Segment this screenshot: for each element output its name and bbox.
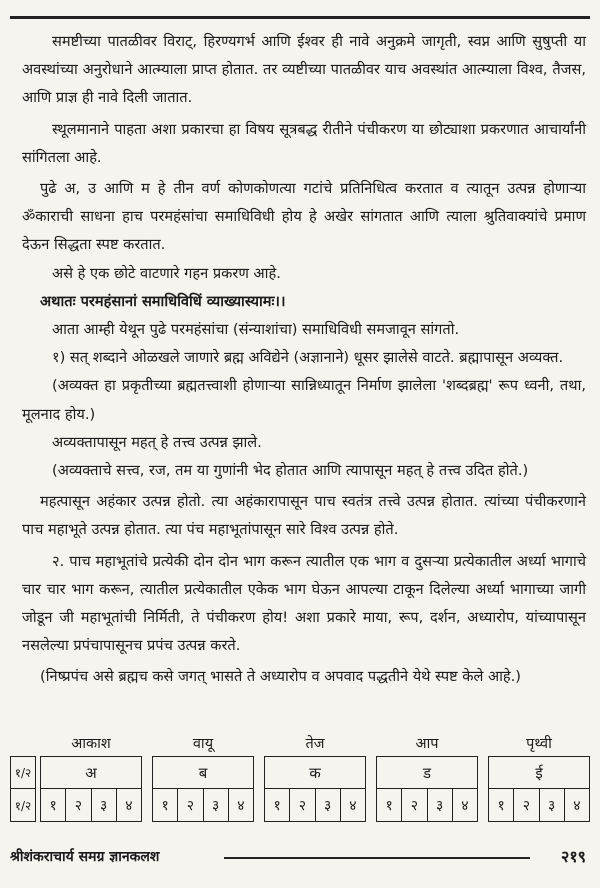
paragraph: अव्यक्तापासून महत् हे तत्त्व उत्पन्न झाले. — [52, 433, 262, 451]
part-cell: १ — [377, 789, 402, 821]
part-cell: २ — [402, 789, 427, 821]
element-group-tej — [264, 735, 366, 822]
part-row — [41, 789, 141, 821]
top-rule — [10, 16, 590, 19]
part-row — [489, 789, 589, 821]
part-cell: २ — [290, 789, 315, 821]
part-cell: १ — [265, 789, 290, 821]
page-footer — [10, 846, 590, 868]
element-letter: क — [265, 757, 365, 789]
element-letter: ब — [153, 757, 253, 789]
part-cell: १ — [41, 789, 66, 821]
element-letter: ई — [489, 757, 589, 789]
paragraph: (अव्यक्ताचे सत्त्व, रज, तम या गुणांनी भेद होतात आणि त्यापासून महत् हे तत्त्व उदित होते.) — [52, 462, 529, 480]
paragraph: महत्पासून अहंकार उत्पन्न होतो. त्या अहंकारापासून पाच स्वतंत्र तत्त्वे उत्पन्न होतात. त्यांच्या पंचीकरणाने पाच महाभूते उत्पन्न होतात. त्या पंच महाभूतांपासून सारे विश्व उत्पन्न होते. — [22, 493, 586, 539]
part-cell: ३ — [428, 789, 453, 821]
part-cell: ४ — [349, 797, 357, 814]
element-letter: अ — [41, 757, 141, 789]
part-row — [377, 789, 477, 821]
paragraph: असे हे एक छोटे वाटणारे गहन प्रकरण आहे. — [52, 264, 281, 282]
page-number: २१९ — [561, 847, 586, 866]
element-box — [488, 756, 590, 822]
part-cell: ३ — [92, 789, 117, 821]
paragraph: पुढे अ, उ आणि म हे तीन वर्ण कोणकोणत्या गटांचे प्रतिनिधित्व करतात व त्यातून उत्पन्न होणाऱ्या ॐकाराची साधना हाच परमहंसांचा समाधिविधी होय हे अखेर सांगतात आणि त्याला श्रुतिवाक्यांचे प्रमाण देऊन सिद्धता स्पष्ट करतात. — [22, 180, 586, 254]
paragraph: (अव्यक्त हा प्रकृतीच्या ब्रह्मतत्त्वाशी होणाऱ्या सान्निध्यातून निर्माण झालेला 'शब्दब्रह्म' रूप ध्वनी, तथा, मूलनाद होय.) — [22, 377, 586, 423]
part-cell: १ — [489, 789, 514, 821]
part-cell: २ — [514, 789, 539, 821]
part-cell: ३ — [316, 789, 341, 821]
part-cell: ३ — [204, 789, 229, 821]
paragraph: आता आम्ही येथून पुढे परमहंसांचा (संन्याशांचा) समाधिविधी समजावून सांगतो. — [52, 321, 460, 339]
element-box — [264, 756, 366, 822]
element-letter: ड — [377, 757, 477, 789]
half-label: १/२ — [10, 789, 36, 822]
body-text — [22, 28, 586, 692]
paragraph: २. पाच महाभूतांचे प्रत्येकी दोन दोन भाग करून त्यातील एक भाग व दुसऱ्या प्रत्येकातील अर्ध्या भागाचे चार चार भाग करून, त्यातील प्रत्येकातील एकेक भाग घेऊन आपल्या टाकून दिलेल्या अर्ध्या भागाच्या जागी जोडून जी महाभूतांची निर्मिती, ते पंचीकरण होय! अशा प्रकारे माया, रूप, दर्शन, अध्यारोप, यांच्यापासून नसलेल्या प्रपंचापासूनच प्रपंच उत्पन्न करते. — [22, 552, 586, 655]
part-cell: २ — [66, 789, 91, 821]
book-title: श्रीशंकराचार्य समग्र ज्ञानकलश — [10, 849, 160, 865]
element-box — [376, 756, 478, 822]
part-cell: २ — [178, 789, 203, 821]
part-row — [153, 789, 253, 821]
element-group-aap — [376, 735, 478, 822]
sanskrit-heading: अथातः परमहंसानां समाधिविधिं व्याख्यास्यामः।। — [40, 292, 286, 310]
part-cell: ४ — [461, 797, 469, 814]
element-box — [152, 756, 254, 822]
element-group-prithvi — [488, 735, 590, 822]
element-name: आकाश — [71, 736, 111, 752]
element-name: आप — [415, 736, 439, 752]
part-cell: ४ — [573, 797, 581, 814]
part-cell: ४ — [237, 797, 245, 814]
part-cell: १ — [153, 789, 178, 821]
element-name: तेज — [305, 736, 325, 752]
paragraph: समष्टीच्या पातळीवर विराट्, हिरण्यगर्भ आणि ईश्वर ही नावे अनुक्रमे जागृती, स्वप्न आणि सुषुप्ती या अवस्थांच्या अनुरोधाने आत्म्याला प्राप्त होतात. तर व्यष्टीच्या पातळीवर याच अवस्थांत आत्म्याला विश्व, तैजस, आणि प्राज्ञ ही नावे दिली जातात. — [22, 33, 586, 107]
paragraph: (निष्प्रपंच असे ब्रह्मच कसे जगत् भासते ते अध्यारोप व अपवाद पद्धतीने येथे स्पष्ट केले आहे.) — [40, 668, 522, 686]
part-row — [265, 789, 365, 821]
element-group-vayu — [152, 735, 254, 822]
element-group-akash — [40, 735, 142, 822]
half-label-column — [10, 756, 36, 822]
panchikaran-table — [10, 735, 592, 835]
element-box — [40, 756, 142, 822]
paragraph: १) सत् शब्दाने ओळखले जाणारे ब्रह्म अविद्येने (अज्ञानाने) धूसर झालेसे वाटते. ब्रह्मापासून अव्यक्त. — [52, 349, 564, 367]
half-label: १/२ — [10, 756, 36, 789]
element-name: वायू — [192, 736, 214, 752]
part-cell: ४ — [125, 797, 133, 814]
element-name: पृथ्वी — [526, 736, 552, 752]
footer-rule — [224, 857, 530, 859]
part-cell: ३ — [540, 789, 565, 821]
paragraph: स्थूलमानाने पाहता अशा प्रकारचा हा विषय सूत्रबद्ध रीतीने पंचीकरण या छोट्याशा प्रकरणात आचार्यांनी सांगितला आहे. — [22, 120, 586, 166]
